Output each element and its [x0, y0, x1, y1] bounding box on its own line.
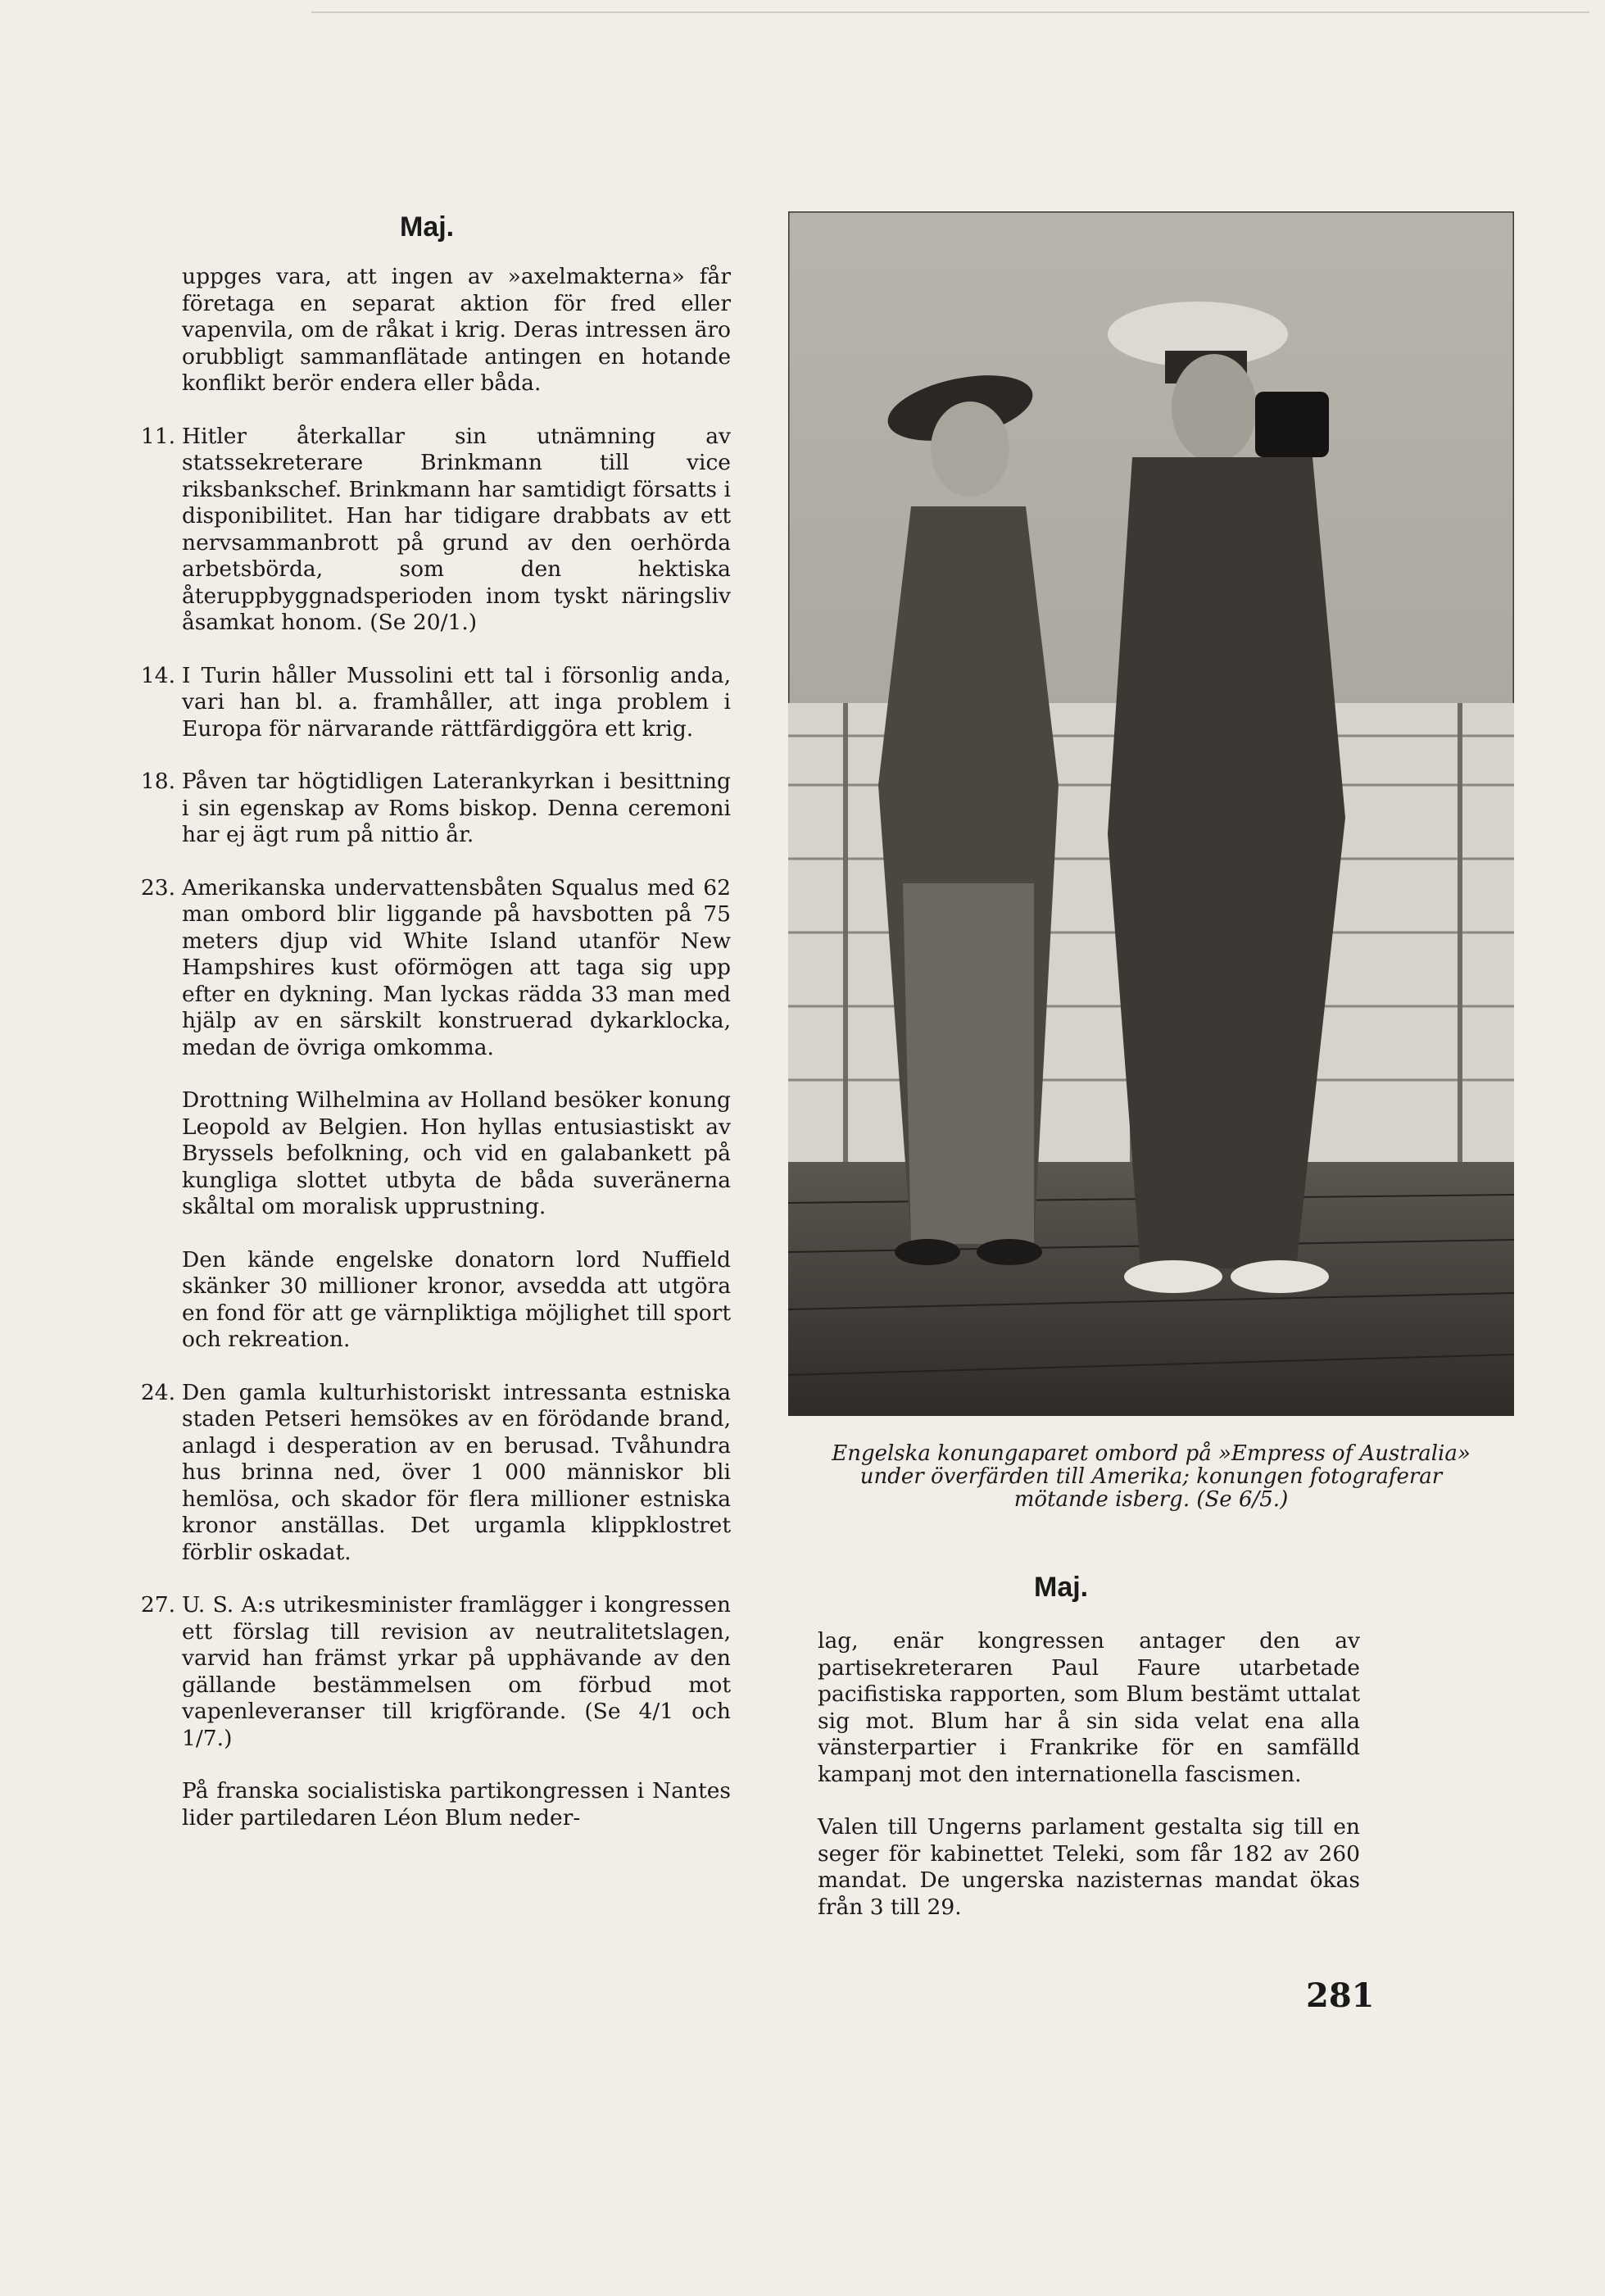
- entry-11: [140, 423, 731, 637]
- entry-text: Påven tar högtidligen Laterankyrkan i besittning i sin egenskap av Roms biskop. Denna ceremoni har ej ägt rum på nittio år.: [182, 769, 731, 847]
- paragraph-nuffield: Den kände engelske donatorn lord Nuffield skänker 30 millioner kronor, avsedda att utgöra en fond för att ge värnpliktiga möjlighet till sport och rekreation.: [182, 1246, 731, 1352]
- entry-text: Den gamla kulturhistoriskt intressanta estniska staden Petseri hemsökes av en förödande brand, anlagd i desperation av en berusad. Tvåhundra hus brinna ned, över 1 000 människor bli hemlösa, och skador för flera millioner estniska kronor anställas. Det urgamla klippklostret förblir oskadat.: [182, 1379, 731, 1565]
- caption-line-2: under överfärden till Amerika; konungen fotograferar: [859, 1464, 1443, 1489]
- entry-text: Amerikanska undervattensbåten Squalus med 62 man ombord blir liggande på havsbotten på 75 meters djup vid White Island utanför New Hampshires kust oförmögen att taga sig upp efter en dykning. Man lyckas rädda 33 man med hjälp av en särskilt konstruerad dykarklocka, medan de övriga omkomma.: [182, 874, 731, 1060]
- entry-text: U. S. A:s utrikesminister framlägger i kongressen ett förslag till revision av neutralitetslagen, varvid han främst yrkar på upphävande av den gällande bestämmelsen om förbud mot vapenleveranser till krigförande. (Se 4/1 och 1/7.): [182, 1592, 731, 1751]
- month-heading-right: Maj.: [1034, 1572, 1089, 1603]
- entry-14: [140, 662, 731, 743]
- caption-line-3: mötande isberg. (Se 6/5.): [1013, 1487, 1289, 1512]
- left-column: [140, 264, 731, 1858]
- entry-text: I Turin håller Mussolini ett tal i försonlig anda, vari han bl. a. framhåller, att inga problem i Europa för närvarande rättfärdiggöra ett krig.: [182, 662, 731, 742]
- entry-date: 11.: [140, 423, 175, 449]
- paragraph-wilhelmina: Drottning Wilhelmina av Holland besöker konung Leopold av Belgien. Hon hyllas entusiastiskt av Bryssels befolkning, och vid en galabankett på kungliga slottet utbyta de båda suveränerna skåltal om moralisk upprustning.: [182, 1087, 731, 1219]
- entry-text: Hitler återkallar sin utnämning av statssekreterare Brinkmann till vice riksbankschef. Brinkmann har samtidigt försatts i disponibilitet. Han har tidigare drabbats av ett nervsammanbrott på grund av den oerhörda arbetsbörda, som den hektiska återuppbyggnadsperioden inom tyskt näringsliv åsamkat honom. (Se 20/1.): [182, 423, 731, 635]
- entry-date: 23.: [140, 874, 175, 901]
- caption-line-1: Engelska konungaparet ombord på »Empress of Australia»: [832, 1441, 1471, 1466]
- royal-couple-photo: [788, 211, 1514, 1416]
- entry-date: 18.: [140, 769, 175, 794]
- intro-paragraph: uppges vara, att ingen av »axelmakterna» får företaga en separat aktion för fred eller vapenvila, om de råkat i krig. Deras intressen äro orubbligt sammanflätade antingen en hotande konflikt berör endera eller båda.: [182, 264, 731, 396]
- photo-caption: [782, 1442, 1520, 1511]
- entry-18: [140, 769, 731, 849]
- entry-date: 24.: [140, 1379, 175, 1405]
- paragraph-blum-continued: lag, enär kongressen antager den av partisekreteraren Paul Faure utarbetade pacifistiska rapporten, som Blum bestämt uttalat sig mot. Blum har å sin sida velat ena alla vänsterpartier i Frankrike för en samfälld kampanj mot den internationella fascismen.: [818, 1628, 1360, 1787]
- top-rule: [311, 11, 1589, 13]
- paragraph-blum: På franska socialistiska partikongressen i Nantes lider partiledaren Léon Blum neder-: [182, 1778, 731, 1831]
- paragraph-ungern: Valen till Ungerns parlament gestalta sig till en seger för kabinettet Teleki, som får 182 av 260 mandat. De ungerska nazisternas mandat ökas från 3 till 29.: [818, 1814, 1360, 1920]
- entry-date: 14.: [140, 662, 175, 688]
- entry-24: [140, 1379, 731, 1567]
- entry-date: 27.: [140, 1592, 175, 1618]
- right-column: [818, 1628, 1360, 1947]
- entry-23: [140, 874, 731, 1062]
- page-number: 281: [1306, 1976, 1375, 2015]
- month-heading-left: Maj.: [400, 211, 455, 243]
- entry-27: [140, 1592, 731, 1752]
